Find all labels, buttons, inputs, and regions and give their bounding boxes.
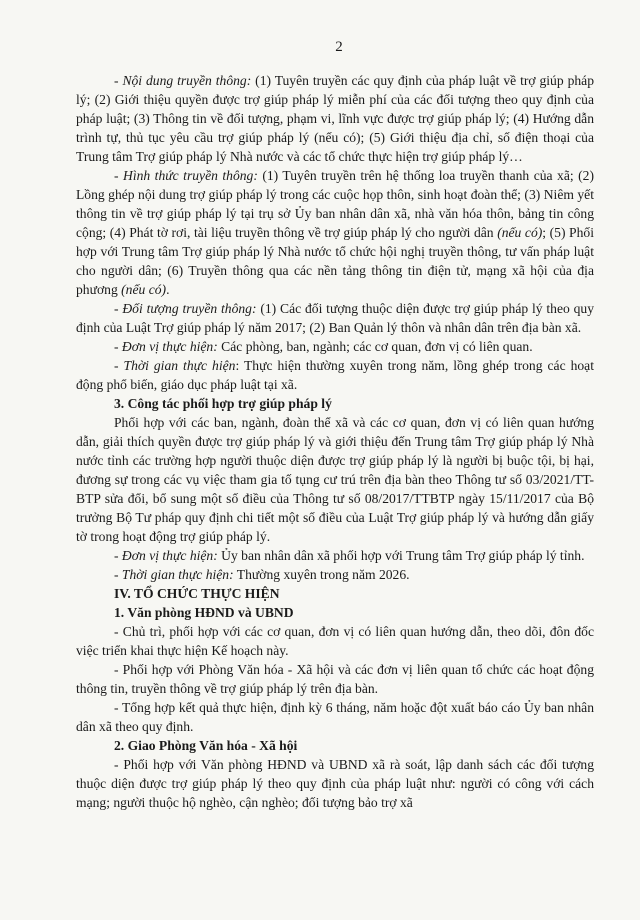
section-3-unit — [76, 546, 594, 565]
paragraph-label: - Thời gian thực hiện — [114, 358, 236, 373]
section-4-2-heading: 2. Giao Phòng Văn hóa - Xã hội — [114, 738, 298, 753]
paragraph-label: - Đơn vị thực hiện: — [114, 548, 218, 563]
section-3-body: Phối hợp với các ban, ngành, đoàn thể xã và các cơ quan, đơn vị có liên quan hướng dẫn, giải thích quyền được trợ giúp pháp lý và giới thiệu đến Trung tâm Trợ giúp pháp lý Nhà nước tỉnh các trường hợp người thuộc diện được trợ giúp pháp lý là người bị buộc tội, bị hại, đương sự trong các vụ việc tham gia tố tụng cư trú trên địa bàn theo Thông tư số 03/2021/TT-BTP sửa đổi, bổ sung một số điều của Thông tư số 08/2017/TTBTP ngày 15/11/2017 của Bộ trưởng Bộ Tư pháp quy định chi tiết một số điều của Luật Trợ giúp pháp lý và hướng dẫn giấy tờ trong hoạt động trợ giúp pháp lý. — [76, 415, 594, 544]
section-4-2-item: - Phối hợp với Văn phòng HĐND và UBND xã rà soát, lập danh sách các đối tượng thuộc diện được trợ giúp pháp lý theo quy định của pháp luật như: người có công với cách mạng; người thuộc hộ nghèo, cận nghèo; đối tượng bảo trợ xã — [76, 757, 594, 810]
paragraph-italic: (nếu có) — [121, 282, 167, 297]
section-4-1-heading: 1. Văn phòng HĐND và UBND — [114, 605, 294, 620]
paragraph-label: - Thời gian thực hiện: — [114, 567, 234, 582]
paragraph-audience — [76, 299, 594, 337]
section-3-heading: 3. Công tác phối hợp trợ giúp pháp lý — [114, 396, 332, 411]
section-3-time — [76, 565, 594, 584]
paragraph-text: Thường xuyên trong năm 2026. — [233, 567, 410, 582]
paragraph-time — [76, 356, 594, 394]
paragraph-text: ; (5) Phối hợp với Trung tâm Trợ giúp pháp lý Nhà nước tổ chức hội nghị truyền thông, tư vấn pháp luật cho người dân; (6) Truyền thông qua các nền tảng thông tin điện tử, mạng xã hội của địa phương — [76, 225, 594, 297]
paragraph-label: - Hình thức truyền thông: — [114, 168, 258, 183]
paragraph-unit — [76, 337, 594, 356]
paragraph-text: (1) Tuyên truyền các quy định của pháp luật về trợ giúp pháp lý; (2) Giới thiệu quyền được trợ giúp pháp lý miễn phí của các đối tượng theo quy định của pháp luật; (3) Thông tin về đối tượng, phạm vi, lĩnh vực được trợ giúp pháp lý; (4) Hướng dẫn trình tự, thủ tục yêu cầu trợ giúp pháp lý (nếu có); (5) Giới thiệu địa chỉ, số điện thoại của Trung tâm Trợ giúp pháp lý Nhà nước và các tổ chức thực hiện trợ giúp pháp lý… — [76, 73, 594, 164]
paragraph-text: (1) Tuyên truyền trên hệ thống loa truyền thanh của xã; (2) Lồng ghép nội dung trợ giúp pháp lý trong các cuộc họp thôn, sinh hoạt đoàn thể; (3) Niêm yết thông tin về trợ giúp pháp lý tại trụ sở Ủy ban nhân dân xã, nhà văn hóa thôn, bảng tin công cộng; (4) Phát tờ rơi, tài liệu truyền thông về trợ giúp pháp lý cho người dân — [76, 168, 594, 240]
section-4-1-item: - Chủ trì, phối hợp với các cơ quan, đơn vị có liên quan hướng dẫn, theo dõi, đôn đốc việc triển khai thực hiện Kế hoạch này. — [76, 624, 594, 658]
page-number: 2 — [335, 39, 343, 55]
section-4-1-item: - Tổng hợp kết quả thực hiện, định kỳ 6 tháng, năm hoặc đột xuất báo cáo Ủy ban nhân dân xã theo quy định. — [76, 700, 594, 734]
paragraph-form — [76, 166, 594, 299]
paragraph-text: Các phòng, ban, ngành; các cơ quan, đơn vị có liên quan. — [217, 339, 533, 354]
paragraph-text: Ủy ban nhân dân xã phối hợp với Trung tâm Trợ giúp pháp lý tỉnh. — [217, 548, 585, 563]
paragraph-content — [76, 71, 594, 166]
paragraph-text: : Thực hiện thường xuyên trong năm, lồng ghép trong các hoạt động phổ biến, giáo dục pháp luật tại xã. — [76, 358, 594, 392]
paragraph-text: (1) Các đối tượng thuộc diện được trợ giúp pháp lý theo quy định của Luật Trợ giúp pháp lý năm 2017; (2) Ban Quản lý thôn và nhân dân trên địa bàn xã. — [76, 301, 594, 335]
paragraph-text: . — [166, 282, 170, 297]
section-4-1-item: - Phối hợp với Phòng Văn hóa - Xã hội và các đơn vị liên quan tổ chức các hoạt động thông tin, truyền thông về trợ giúp pháp lý trên địa bàn. — [76, 662, 594, 696]
section-4-heading: IV. TỔ CHỨC THỰC HIỆN — [114, 586, 280, 601]
paragraph-label: - Nội dung truyền thông: — [114, 73, 252, 88]
paragraph-label: - Đối tượng truyền thông: — [114, 301, 257, 316]
paragraph-label: - Đơn vị thực hiện: — [114, 339, 218, 354]
paragraph-italic: (nếu có) — [497, 225, 543, 240]
